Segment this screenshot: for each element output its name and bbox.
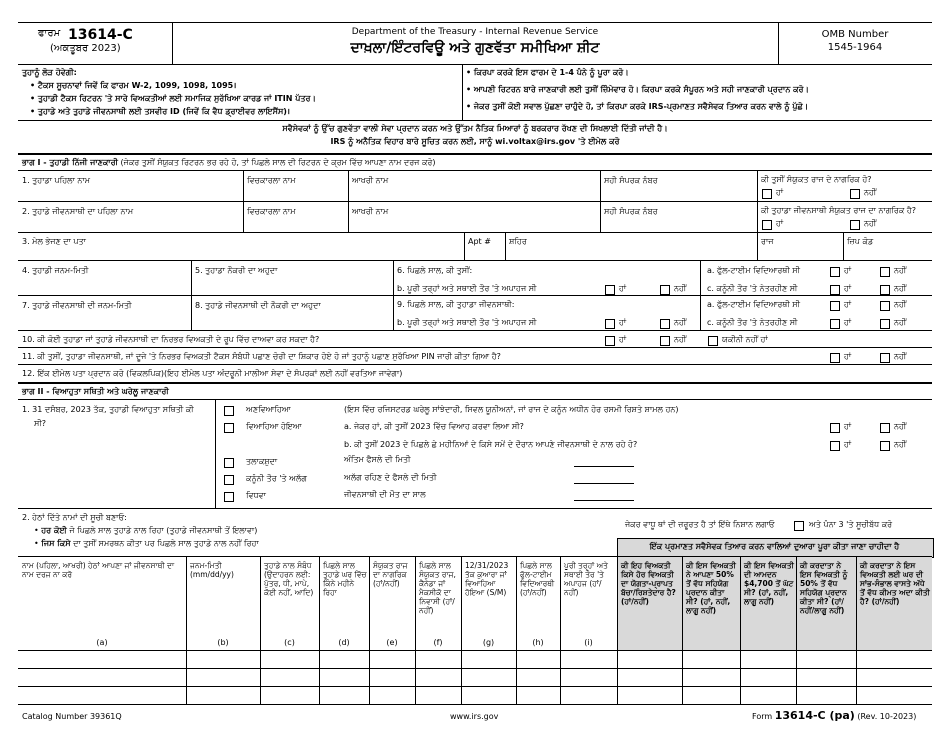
- col-b-header: ਜਨਮ-ਮਿਤੀ (mm/dd/yy): [190, 561, 234, 579]
- spouse-last-label: ਆਖਰੀ ਨਾਮ: [352, 207, 389, 216]
- col-b-letter: (b): [217, 638, 229, 647]
- q6b-label: b. ਪੂਰੀ ਤਰ੍ਹਾਂ ਅਤੇ ਸਥਾਈ ਤੌਰ 'ਤੇ ਅਪਾਹਜ ਸੀ: [397, 284, 537, 293]
- instruction-item: • ਜੇਕਰ ਤੁਸੀਂ ਕੋਈ ਸਵਾਲ ਪੁੱਛਣਾ ਚਾਹੁੰਦੇ ਹੋ, ਤਾਂ ਕਿਰਪਾ ਕਰਕੇ IRS-ਪ੍ਰਮਾਣਤ ਸਵੈਸੇਵਕ ਤਿਆਰ ਕਰਨ ਵਾਲੇ ਨੂੰ ਪੁੱਛੋ।: [466, 102, 809, 111]
- q1a-label: a. ਜੇਕਰ ਹਾਂ, ਕੀ ਤੁਸੀਂ 2023 ਵਿੱਚ ਵਿਆਹ ਕਰਵਾ ਲਿਆ ਸੀ?: [344, 422, 524, 431]
- q6b-yes-checkbox[interactable]: [605, 285, 615, 295]
- address-label: 3. ਮੇਲ ਭੇਜਣ ਦਾ ਪਤਾ: [22, 237, 86, 246]
- q1a-yes-checkbox[interactable]: [830, 423, 840, 433]
- col-i-letter: (i): [584, 638, 593, 647]
- q9a-yes-checkbox[interactable]: [830, 301, 840, 311]
- marital-question-cont: ਸੀ?: [34, 419, 46, 428]
- col-a-letter: (a): [96, 638, 108, 647]
- unsure-label: ਯਕੀਨੀ ਨਹੀਂ ਹਾਂ: [722, 335, 768, 344]
- col-h-letter: (h): [532, 638, 544, 647]
- needs-item: • ਟੈਕਸ ਸੂਚਨਾਵਾਂ ਜਿਵੇਂ ਕਿ ਫਾਰਮ W-2, 1099, 1098, 1095।: [30, 81, 237, 90]
- yes-label: ਹਾਂ: [844, 266, 852, 275]
- spouse-phone-label: ਸਹੀ ਸੰਪਰਕ ਨੰਬਰ: [604, 207, 658, 216]
- no-label: ਨਹੀਂ: [894, 284, 907, 293]
- q6a-yes-checkbox[interactable]: [830, 267, 840, 277]
- col-grey-2-header: ਕੀ ਇਸ ਵਿਅਕਤੀ ਨੇ ਆਪਣਾ 50% ਤੋਂ ਵੱਧ ਸਹਿਯੋਗ ਪ੍ਰਦਾਨ ਕੀਤਾ ਸੀ? (ਹਾਂ, ਨਹੀਂ, ਲਾਗੂ ਨਹੀਂ): [686, 561, 736, 615]
- yes-label: ਹਾਂ: [844, 284, 852, 293]
- no-label: ਨਹੀਂ: [674, 284, 687, 293]
- col-f-letter: (f): [433, 638, 443, 647]
- q6c-no-checkbox[interactable]: [880, 285, 890, 295]
- q6a-label: a. ਫੁੱਲ-ਟਾਈਮ ਵਿਦਿਆਰਥੀ ਸੀ: [707, 266, 801, 275]
- q1b-no-checkbox[interactable]: [880, 441, 890, 451]
- col-grey-5-header: ਕੀ ਕਰਦਾਤਾ ਨੇ ਇਸ ਵਿਅਕਤੀ ਲਈ ਘਰ ਦੀ ਸਾਂਭ-ਸੰਭਾਲ ਵਾਸਤੇ ਅੱਧੇ ਤੋਂ ਵੱਧ ਕੀਮਤ ਅਦਾ ਕੀਤੀ ਹੈ? (ਹਾਂ/ਨਹੀਂ): [860, 561, 930, 606]
- q6c-label: c. ਕਨੂੰਨੀ ਤੌਰ 'ਤੇ ਨੇਤਰਹੀਣ ਸੀ: [707, 284, 798, 293]
- zip-label: ਜ਼ਿਪ ਕੋਡ: [847, 237, 874, 246]
- col-f-header: ਪਿਛਲੇ ਸਾਲ ਸੰਯੁਕਤ ਰਾਜ, ਕੈਨੇਡਾ ਜਾਂ ਮੈਕਸੀਕੋ ਦਾ ਨਿਵਾਸੀ (ਹਾਂ/ਨਹੀਂ): [419, 561, 456, 615]
- q1b-yes-checkbox[interactable]: [830, 441, 840, 451]
- col-g-header: 12/31/2023 ਤੱਕ ਕੁਆਰਾ ਜਾਂ ਵਿਆਹਿਆ ਹੋਇਆ (S/M): [465, 561, 509, 597]
- q11-yes-checkbox[interactable]: [830, 353, 840, 363]
- col-d-header: ਪਿਛਲੇ ਸਾਲ ਤੁਹਾਡੇ ਘਰ ਵਿੱਚ ਕਿੰਨੇ ਮਹੀਨੇ ਰਿਹਾ: [323, 561, 367, 597]
- yes-label: ਹਾਂ: [844, 318, 852, 327]
- q9c-label: c. ਕਨੂੰਨੀ ਤੌਰ 'ਤੇ ਨੇਤਰਹੀਣ ਸੀ: [707, 318, 798, 327]
- page3-label: ਅਤੇ ਪੰਨਾ 3 'ਤੇ ਸੂਚੀਬੱਧ ਕਰੋ: [809, 520, 893, 529]
- instruction-item: • ਕਿਰਪਾ ਕਰਕੇ ਇਸ ਫਾਰਮ ਦੇ 1-4 ਪੰਨੇ ਨੂੰ ਪੂਰਾ ਕਰੋ।: [466, 68, 629, 77]
- no-label: ਨਹੀਂ: [674, 335, 687, 344]
- q6b-no-checkbox[interactable]: [660, 285, 670, 295]
- q6a-no-checkbox[interactable]: [880, 267, 890, 277]
- q10-label: 10. ਕੀ ਕੋਈ ਤੁਹਾਡਾ ਜਾਂ ਤੁਹਾਡੇ ਜੀਵਨਸਾਥੀ ਦਾ ਨਿਰਭਰ ਵਿਅਕਤੀ ਦੇ ਰੂਪ ਵਿੱਚ ਦਾਅਵਾ ਕਰ ਸਕਦਾ ਹੈ?: [22, 335, 320, 344]
- yes-label: ਹਾਂ: [619, 335, 627, 344]
- omb-number: 1545-1964: [827, 42, 883, 53]
- widowed-label: ਵਿਧਵਾ: [246, 491, 266, 500]
- col-c-letter: (c): [284, 638, 295, 647]
- form-label: ਫਾਰਮ: [38, 28, 61, 39]
- dob-label: 4. ਤੁਹਾਡੀ ਜਨਮ-ਮਿਤੀ: [22, 266, 89, 275]
- q6-label: 6. ਪਿਛਲੇ ਸਾਲ, ਕੀ ਤੁਸੀਂ:: [397, 266, 473, 275]
- spouse-job-label: 8. ਤੁਹਾਡੇ ਜੀਵਨਸਾਥੀ ਦੀ ਨੌਕਰੀ ਦਾ ਅਹੁਦਾ: [195, 301, 321, 310]
- footer-form-id: Form 13614-C (pa) (Rev. 10-2023): [752, 709, 917, 722]
- col-grey-4-header: ਕੀ ਕਰਦਾਤਾ ਨੇ ਇਸ ਵਿਅਕਤੀ ਨੂੰ 50% ਤੋਂ ਵੱਧ ਸਹਿਯੋਗ ਪ੍ਰਦਾਨ ਕੀਤਾ ਸੀ? (ਹਾਂ/ਨਹੀਂ/ਲਾਗੂ ਨਹੀਂ): [800, 561, 848, 615]
- married-label: ਵਿਆਹਿਆ ਹੋਇਆ: [246, 422, 302, 431]
- needs-heading: ਤੁਹਾਨੂੰ ਲੋੜ ਹੋਵੇਗੀ:: [22, 68, 77, 77]
- col-a-header: ਨਾਮ (ਪਹਿਲਾ, ਆਖਰੀ) ਹੇਠਾਂ ਆਪਣਾ ਜਾਂ ਜੀਵਨਸਾਥੀ ਦਾ ਨਾਮ ਦਰਜ ਨਾ ਕਰੋ: [22, 561, 175, 579]
- no-label: ਨਹੀਂ: [894, 300, 907, 309]
- q12-email-label: 12. ਇੱਕ ਈਮੇਲ ਪਤਾ ਪ੍ਰਦਾਨ ਕਰੋ (ਵਿਕਲਪਿਕ)(ਇਹ ਈਮੇਲ ਪਤਾ ਅੰਦਰੂਨੀ ਮਾਲੀਆ ਸੇਵਾ ਦੇ ਸੰਪਰਕਾਂ ਲਈ ਨਹੀਂ ਵਰਤਿਆ ਜਾਵੇਗਾ): [22, 369, 403, 378]
- col-i-header: ਪੂਰੀ ਤਰ੍ਹਾਂ ਅਤੇ ਸਥਾਈ ਤੌਰ 'ਤੇ ਅਪਾਹਜ (ਹਾਂ/ਨਹੀਂ): [564, 561, 608, 597]
- table-row[interactable]: [18, 651, 932, 668]
- citizen-yes-checkbox[interactable]: [762, 189, 772, 199]
- no-label: ਨਹੀਂ: [864, 188, 877, 197]
- yes-label: ਹਾਂ: [844, 300, 852, 309]
- q9b-yes-checkbox[interactable]: [605, 319, 615, 329]
- col-g-letter: (g): [482, 638, 495, 647]
- q10-no-checkbox[interactable]: [660, 336, 670, 346]
- separated-checkbox[interactable]: [224, 475, 234, 485]
- no-label: ਨਹੀਂ: [894, 318, 907, 327]
- q9a-no-checkbox[interactable]: [880, 301, 890, 311]
- marital-question: 1. 31 ਦਸੰਬਰ, 2023 ਤੱਕ, ਤੁਹਾਡੀ ਵਿਆਹੁਤਾ ਸਥਿਤੀ ਕੀ: [22, 405, 194, 414]
- col-c-header: ਤੁਹਾਡੇ ਨਾਲ ਸੰਬੰਧ (ਉਦਾਹਰਨ ਲਈ: ਪੁੱਤਰ, ਧੀ, ਮਾਪੇ, ਕੋਈ ਨਹੀਂ, ਆਦਿ): [264, 561, 314, 597]
- more-space-checkbox[interactable]: [794, 521, 804, 531]
- separation-date-label: ਅਲੱਗ ਰਹਿਣ ਦੇ ਫੈਸਲੇ ਦੀ ਮਿਤੀ: [344, 473, 437, 482]
- part1-heading: ਭਾਗ I - ਤੁਹਾਡੀ ਨਿੱਜੀ ਜਾਣਕਾਰੀ (ਜੇਕਰ ਤੁਸੀਂ ਸੰਯੁਕਤ ਰਿਟਰਨ ਭਰ ਰਹੇ ਹੋ, ਤਾਂ ਪਿਛਲੇ ਸਾਲ ਦੀ ਰਿਟਰਨ ਦੇ ਕ੍ਰਮ ਵਿੱਚ ਆਪਣਾ ਨਾਮ ਦਰਜ ਕਰੋ): [22, 158, 436, 167]
- table-row[interactable]: [18, 669, 932, 686]
- yes-label: ਹਾਂ: [844, 352, 852, 361]
- phone-label: ਸਹੀ ਸੰਪਰਕ ਨੰਬਰ: [604, 176, 658, 185]
- apt-label: Apt #: [468, 237, 491, 246]
- col-d-letter: (d): [338, 638, 350, 647]
- q2-label: 2. ਹੇਠਾਂ ਦਿੱਤੇ ਨਾਮਾਂ ਦੀ ਸੂਚੀ ਬਣਾਓ:: [22, 513, 127, 522]
- more-space-label: ਜੇਕਰ ਵਾਧੂ ਥਾਂ ਦੀ ਜ਼ਰੂਰਤ ਹੈ ਤਾਂ ਇੱਥੇ ਨਿਸ਼ਾਨ ਲਗਾਓ: [625, 520, 775, 529]
- never-married-label: ਅਣਵਿਆਹਿਆ: [246, 405, 291, 414]
- separated-label: ਕਨੂੰਨੀ ਤੌਰ 'ਤੇ ਅਲੱਗ: [246, 474, 307, 483]
- divorced-checkbox[interactable]: [224, 458, 234, 468]
- col-grey-3-header: ਕੀ ਇਸ ਵਿਅਕਤੀ ਦੀ ਆਮਦਨ $4,700 ਤੋਂ ਘੱਟ ਸੀ? (ਹਾਂ, ਨਹੀਂ, ਲਾਗੂ ਨਹੀਂ): [744, 561, 794, 606]
- yes-label: ਹਾਂ: [619, 318, 627, 327]
- col-grey-1-header: ਕੀ ਇਹ ਵਿਅਕਤੀ ਕਿਸੇ ਹੋਰ ਵਿਅਕਤੀ ਦਾ ਯੋਗਤਾ-ਪ੍ਰਾਪਤ ਬੱਚਾ/ਰਿਸ਼ਤੇਦਾਰ ਹੈ? (ਹਾਂ/ਨਹੀਂ): [621, 561, 676, 606]
- needs-item: • ਤੁਹਾਡੀ ਟੈਕਸ ਰਿਟਰਨ 'ਤੇ ਸਾਰੇ ਵਿਅਕਤੀਆਂ ਲਈ ਸਮਾਜਿਕ ਸੁਰੱਖਿਆ ਕਾਰਡ ਜਾਂ ITIN ਪੱਤਰ।: [30, 94, 316, 103]
- no-label: ਨਹੀਂ: [894, 266, 907, 275]
- state-label: ਰਾਜ: [761, 237, 774, 246]
- yes-label: ਹਾਂ: [776, 219, 784, 228]
- yes-label: ਹਾਂ: [619, 284, 627, 293]
- q2-bullet-2: • ਜਿਸ ਕਿਸੇ ਦਾ ਤੁਸੀਂ ਸਮਰਥਨ ਕੀਤਾ ਪਰ ਪਿਛਲੇ ਸਾਲ ਤੁਹਾਡੇ ਨਾਲ ਨਹੀਂ ਰਿਹਾ: [34, 539, 259, 548]
- widowed-checkbox[interactable]: [224, 492, 234, 502]
- table-row[interactable]: [18, 687, 932, 704]
- preparer-header-text: ਇੱਕ ਪ੍ਰਮਾਣਤ ਸਵੈਸੇਵਕ ਤਿਆਰ ਕਰਨ ਵਾਲਿਆਂ ਦੁਆਰਾ ਪੂਰਾ ਕੀਤਾ ਜਾਣਾ ਚਾਹੀਦਾ ਹੈ: [649, 542, 900, 551]
- form-date: (ਅਕਤੂਬਰ 2023): [50, 43, 121, 54]
- no-label: ਨਹੀਂ: [674, 318, 687, 327]
- q11-label: 11. ਕੀ ਤੁਸੀਂ, ਤੁਹਾਡਾ ਜੀਵਨਸਾਥੀ, ਜਾਂ ਦੂਜੇ 'ਤੇ ਨਿਰਭਰ ਵਿਅਕਤੀ ਟੈਕਸ ਸੰਬੰਧੀ ਪਛਾਣ ਚੋਰੀ ਦਾ ਸ਼ਿਕਾਰ ਹੋਏ ਹੋ ਜਾਂ ਤੁਹਾਨੂੰ ਪਛਾਣ ਸੁਰੱਖਿਆ PIN ਜਾਰੀ ਕੀਤਾ ਗਿਆ ਹੈ?: [22, 352, 501, 361]
- part2-heading: ਭਾਗ II - ਵਿਆਹੁਤਾ ਸਥਿਤੀ ਅਤੇ ਘਰੇਲੂ ਜਾਣਕਾਰੀ: [22, 387, 169, 396]
- needs-item: • ਤੁਹਾਡੇ ਅਤੇ ਤੁਹਾਡੇ ਜੀਵਨਸਾਥੀ ਲਈ ਤਸਵੀਰ ID (ਜਿਵੇਂ ਕਿ ਵੈਧ ਡ੍ਰਾਈਵਰ ਲਾਇਸੈਂਸ)।: [30, 107, 290, 116]
- yes-label: ਹਾਂ: [844, 440, 852, 449]
- q9b-no-checkbox[interactable]: [660, 319, 670, 329]
- q9a-label: a. ਫੁੱਲ-ਟਾਈਮ ਵਿਦਿਆਰਥੀ ਸੀ: [707, 300, 801, 309]
- ethics-email-notice: IRS ਨੂੰ ਅਨੈਤਿਕ ਵਿਹਾਰ ਬਾਰੇ ਸੂਚਿਤ ਕਰਨ ਲਈ, ਸਾਨੂੰ wi.voltax@irs.gov 'ਤੇ ਈਮੇਲ ਕਰੋ: [330, 137, 620, 146]
- citizen-no-checkbox[interactable]: [850, 189, 860, 199]
- q9b-label: b. ਪੂਰੀ ਤਰ੍ਹਾਂ ਅਤੇ ਸਥਾਈ ਤੌਰ 'ਤੇ ਅਪਾਹਜ ਸੀ: [397, 318, 537, 327]
- no-label: ਨਹੀਂ: [894, 440, 907, 449]
- no-label: ਨਹੀਂ: [864, 219, 877, 228]
- catalog-number: Catalog Number 39361Q: [22, 712, 122, 721]
- spouse-middle-label: ਵਿਚਕਾਰਲਾ ਨਾਮ: [247, 207, 296, 216]
- spouse-citizen-question: ਕੀ ਤੁਹਾਡਾ ਜੀਵਨਸਾਥੀ ਸੰਯੁਕਤ ਰਾਜ ਦਾ ਨਾਗਰਿਕ ਹੈ?: [761, 206, 917, 215]
- q10-yes-checkbox[interactable]: [605, 336, 615, 346]
- spouse-citizen-no-checkbox[interactable]: [850, 220, 860, 230]
- yes-label: ਹਾਂ: [844, 422, 852, 431]
- city-label: ਸ਼ਹਿਰ: [509, 237, 527, 246]
- citizen-question: ਕੀ ਤੁਸੀਂ ਸੰਯੁਕਤ ਰਾਜ ਦੇ ਨਾਗਰਿਕ ਹੋ?: [761, 175, 872, 184]
- col-e-letter: (e): [386, 638, 398, 647]
- q9-label: 9. ਪਿਛਲੇ ਸਾਲ, ਕੀ ਤੁਹਾਡਾ ਜੀਵਨਸਾਥੀ:: [397, 300, 515, 309]
- spouse-death-label: ਜੀਵਨਸਾਥੀ ਦੀ ਮੌਤ ਦਾ ਸਾਲ: [344, 490, 426, 499]
- irs-website: www.irs.gov: [450, 712, 499, 721]
- q9c-yes-checkbox[interactable]: [830, 319, 840, 329]
- q1b-label: b. ਕੀ ਤੁਸੀਂ 2023 ਦੇ ਪਿਛਲੇ ਛੇ ਮਹੀਨਿਆਂ ਦੇ ਕਿਸੇ ਸਮੇਂ ਦੇ ਦੌਰਾਨ ਆਪਣੇ ਜੀਵਨਸਾਥੀ ਦੇ ਨਾਲ ਰਹੇ ਹੋ?: [344, 440, 638, 449]
- last-name-label: ਆਖਰੀ ਨਾਮ: [352, 176, 389, 185]
- never-married-checkbox[interactable]: [224, 406, 234, 416]
- final-decree-label: ਅੰਤਿਮ ਫੈਸਲੇ ਦੀ ਮਿਤੀ: [344, 455, 411, 464]
- spouse-citizen-yes-checkbox[interactable]: [762, 220, 772, 230]
- no-label: ਨਹੀਂ: [894, 352, 907, 361]
- q2-bullet-1: • ਹਰ ਕੋਈ ਜੋ ਪਿਛਲੇ ਸਾਲ ਤੁਹਾਡੇ ਨਾਲ ਰਿਹਾ (ਤੁਹਾਡੇ ਜੀਵਨਸਾਥੀ ਤੋਂ ਇਲਾਵਾ): [34, 526, 258, 535]
- spouse-dob-label: 7. ਤੁਹਾਡੇ ਜੀਵਨਸਾਥੀ ਦੀ ਜਨਮ-ਮਿਤੀ: [22, 301, 132, 310]
- no-label: ਨਹੀਂ: [894, 422, 907, 431]
- col-e-header: ਸੰਯੁਕਤ ਰਾਜ ਦਾ ਨਾਗਰਿਕ (ਹਾਂ/ਨਹੀਂ): [373, 561, 408, 588]
- omb-label: OMB Number: [821, 29, 889, 40]
- middle-name-label: ਵਿਚਕਾਰਲਾ ਨਾਮ: [247, 176, 296, 185]
- agency-name: Department of the Treasury - Internal Revenue Service: [351, 27, 599, 37]
- q6c-yes-checkbox[interactable]: [830, 285, 840, 295]
- q10-unsure-checkbox[interactable]: [708, 336, 718, 346]
- married-note: (ਇਸ ਵਿੱਚ ਰਜਿਸਟਰਡ ਘਰੇਲੂ ਸਾਂਝੇਦਾਰੀ, ਸਿਵਲ ਯੂਨੀਅਨਾਂ, ਜਾਂ ਰਾਜ ਦੇ ਕਨੂੰਨ ਅਧੀਨ ਹੋਰ ਰਸਮੀ ਰਿਸ਼ਤੇ ਸ਼ਾਮਲ ਹਨ): [344, 405, 679, 414]
- form-number: 13614-C: [68, 27, 133, 43]
- married-checkbox[interactable]: [224, 423, 234, 433]
- first-name-label: 1. ਤੁਹਾਡਾ ਪਹਿਲਾ ਨਾਮ: [22, 176, 90, 185]
- instruction-item: • ਆਪਣੀ ਰਿਟਰਨ ਬਾਰੇ ਜਾਣਕਾਰੀ ਲਈ ਤੁਸੀਂ ਜ਼ਿੰਮੇਵਾਰ ਹੋ। ਕਿਰਪਾ ਕਰਕੇ ਸੰਪੂਰਨ ਅਤੇ ਸਹੀ ਜਾਣਕਾਰੀ ਪ੍ਰਦਾਨ ਕਰੋ।: [466, 85, 809, 94]
- divorced-label: ਤਲਾਕਸ਼ੁਦਾ: [246, 457, 278, 466]
- q1a-no-checkbox[interactable]: [880, 423, 890, 433]
- page-title: ਦਾਖ਼ਲਾ/ਇੰਟਰਵਿਊ ਅਤੇ ਗੁਣਵੱਤਾ ਸਮੀਖਿਆ ਸ਼ੀਟ: [350, 40, 600, 56]
- yes-label: ਹਾਂ: [776, 188, 784, 197]
- ethics-notice: ਸਵੈਸੇਵਕਾਂ ਨੂੰ ਉੱਚ ਗੁਣਵੱਤਾ ਵਾਲੀ ਸੇਵਾ ਪ੍ਰਦਾਨ ਕਰਨ ਅਤੇ ਉੱਤਮ ਨੈਤਿਕ ਮਿਆਰਾਂ ਨੂੰ ਬਰਕਰਾਰ ਰੱਖਣ ਦੀ ਸਿਖਲਾਈ ਦਿੱਤੀ ਜਾਂਦੀ ਹੈ।: [282, 124, 668, 133]
- job-title-label: 5. ਤੁਹਾਡਾ ਨੌਕਰੀ ਦਾ ਅਹੁਦਾ: [195, 266, 278, 275]
- col-h-header: ਪਿਛਲੇ ਸਾਲ ਫੁੱਲ-ਟਾਈਮ ਵਿਦਿਆਰਥੀ (ਹਾਂ/ਨਹੀਂ): [520, 561, 555, 597]
- q11-no-checkbox[interactable]: [880, 353, 890, 363]
- q9c-no-checkbox[interactable]: [880, 319, 890, 329]
- spouse-first-name-label: 2. ਤੁਹਾਡੇ ਜੀਵਨਸਾਥੀ ਦਾ ਪਹਿਲਾ ਨਾਮ: [22, 207, 134, 216]
